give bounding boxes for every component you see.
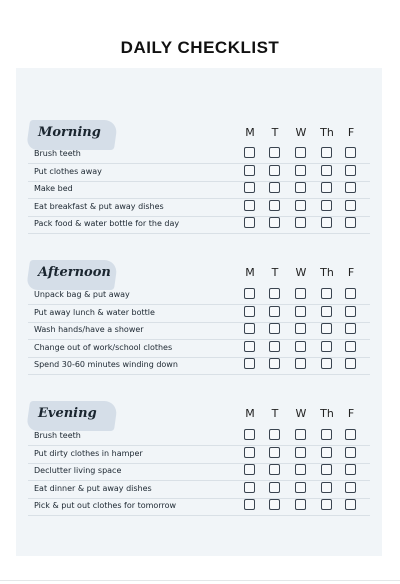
checkbox-thursday[interactable] [321, 464, 332, 475]
task-label: Wash hands/have a shower [34, 325, 144, 334]
list-item [28, 164, 370, 182]
task-label: Pack food & water bottle for the day [34, 219, 180, 228]
checkbox-thursday[interactable] [321, 482, 332, 493]
checkbox-wednesday[interactable] [295, 147, 306, 158]
day-label: M [245, 407, 255, 420]
checkbox-wednesday[interactable] [295, 217, 306, 228]
checkbox-thursday[interactable] [321, 200, 332, 211]
task-label: Declutter living space [34, 466, 122, 475]
list-item [28, 322, 370, 340]
task-label: Put clothes away [34, 167, 102, 176]
day-label: F [347, 266, 355, 279]
checkbox-wednesday[interactable] [295, 323, 306, 334]
checkbox-friday[interactable] [345, 165, 356, 176]
list-item [28, 463, 370, 481]
day-label: F [347, 126, 355, 139]
checkbox-friday[interactable] [345, 217, 356, 228]
checkbox-thursday[interactable] [321, 358, 332, 369]
section-title: Afternoon [38, 265, 111, 280]
checkbox-monday[interactable] [244, 447, 255, 458]
day-label: Th [320, 266, 334, 279]
checkbox-monday[interactable] [244, 200, 255, 211]
checkbox-monday[interactable] [244, 429, 255, 440]
checkbox-friday[interactable] [345, 288, 356, 299]
checkbox-wednesday[interactable] [295, 165, 306, 176]
checkbox-friday[interactable] [345, 323, 356, 334]
checkbox-wednesday[interactable] [295, 200, 306, 211]
checkbox-monday[interactable] [244, 147, 255, 158]
day-label: F [347, 407, 355, 420]
checkbox-thursday[interactable] [321, 306, 332, 317]
day-label: T [271, 126, 279, 139]
checkbox-monday[interactable] [244, 341, 255, 352]
checkbox-thursday[interactable] [321, 182, 332, 193]
section-morning [16, 114, 382, 244]
checkbox-monday[interactable] [244, 306, 255, 317]
day-label: Th [320, 126, 334, 139]
page-title: DAILY CHECKLIST [120, 38, 280, 57]
checkbox-thursday[interactable] [321, 323, 332, 334]
list-item [28, 357, 370, 375]
day-header [16, 266, 382, 282]
checkbox-tuesday[interactable] [269, 147, 280, 158]
checkbox-tuesday[interactable] [269, 341, 280, 352]
checkbox-wednesday[interactable] [295, 288, 306, 299]
list-item [28, 146, 370, 164]
checkbox-tuesday[interactable] [269, 323, 280, 334]
day-label: M [245, 266, 255, 279]
list-item [28, 481, 370, 499]
checkbox-friday[interactable] [345, 499, 356, 510]
checkbox-tuesday[interactable] [269, 165, 280, 176]
checkbox-tuesday[interactable] [269, 464, 280, 475]
task-label: Put away lunch & water bottle [34, 308, 155, 317]
task-label: Make bed [34, 184, 73, 193]
checkbox-tuesday[interactable] [269, 447, 280, 458]
checkbox-monday[interactable] [244, 182, 255, 193]
checkbox-tuesday[interactable] [269, 288, 280, 299]
list-item [28, 181, 370, 199]
task-label: Spend 30-60 minutes winding down [34, 360, 178, 369]
day-label: Th [320, 407, 334, 420]
day-label: W [295, 407, 307, 420]
task-label: Eat breakfast & put away dishes [34, 202, 164, 211]
checkbox-wednesday[interactable] [295, 499, 306, 510]
task-label: Eat dinner & put away dishes [34, 484, 152, 493]
task-label: Put dirty clothes in hamper [34, 449, 143, 458]
checkbox-tuesday[interactable] [269, 200, 280, 211]
checkbox-tuesday[interactable] [269, 429, 280, 440]
checkbox-monday[interactable] [244, 165, 255, 176]
checkbox-friday[interactable] [345, 447, 356, 458]
checkbox-wednesday[interactable] [295, 341, 306, 352]
task-label: Brush teeth [34, 149, 81, 158]
list-item [28, 287, 370, 305]
checkbox-wednesday[interactable] [295, 482, 306, 493]
list-item [28, 446, 370, 464]
checkbox-tuesday[interactable] [269, 217, 280, 228]
checkbox-wednesday[interactable] [295, 306, 306, 317]
checkbox-monday[interactable] [244, 464, 255, 475]
section-evening [16, 395, 382, 525]
checkbox-tuesday[interactable] [269, 306, 280, 317]
checkbox-friday[interactable] [345, 200, 356, 211]
checkbox-wednesday[interactable] [295, 182, 306, 193]
checkbox-thursday[interactable] [321, 147, 332, 158]
checkbox-monday[interactable] [244, 217, 255, 228]
checkbox-thursday[interactable] [321, 499, 332, 510]
checkbox-tuesday[interactable] [269, 482, 280, 493]
day-label: W [295, 266, 307, 279]
task-label: Unpack bag & put away [34, 290, 130, 299]
checkbox-friday[interactable] [345, 429, 356, 440]
checkbox-thursday[interactable] [321, 341, 332, 352]
list-item [28, 305, 370, 323]
checkbox-friday[interactable] [345, 182, 356, 193]
task-label: Brush teeth [34, 431, 81, 440]
day-label: M [245, 126, 255, 139]
checkbox-monday[interactable] [244, 323, 255, 334]
checkbox-thursday[interactable] [321, 217, 332, 228]
checkbox-monday[interactable] [244, 358, 255, 369]
checkbox-monday[interactable] [244, 288, 255, 299]
section-afternoon [16, 254, 382, 384]
checkbox-tuesday[interactable] [269, 358, 280, 369]
checkbox-thursday[interactable] [321, 288, 332, 299]
checkbox-friday[interactable] [345, 482, 356, 493]
checkbox-thursday[interactable] [321, 429, 332, 440]
list-item [28, 428, 370, 446]
checkbox-friday[interactable] [345, 341, 356, 352]
section-title: Evening [38, 406, 97, 421]
checkbox-tuesday[interactable] [269, 182, 280, 193]
checkbox-wednesday[interactable] [295, 464, 306, 475]
checkbox-thursday[interactable] [321, 447, 332, 458]
list-item [28, 199, 370, 217]
task-label: Change out of work/school clothes [34, 343, 173, 352]
checkbox-wednesday[interactable] [295, 447, 306, 458]
checkbox-friday[interactable] [345, 147, 356, 158]
list-item [28, 498, 370, 516]
checklist-card [16, 68, 382, 556]
checkbox-friday[interactable] [345, 358, 356, 369]
checkbox-thursday[interactable] [321, 165, 332, 176]
day-header [16, 407, 382, 423]
checkbox-tuesday[interactable] [269, 499, 280, 510]
section-title: Morning [38, 125, 101, 140]
checkbox-monday[interactable] [244, 482, 255, 493]
checkbox-friday[interactable] [345, 464, 356, 475]
day-label: W [295, 126, 307, 139]
checkbox-wednesday[interactable] [295, 429, 306, 440]
day-header [16, 126, 382, 142]
list-item [28, 340, 370, 358]
day-label: T [271, 266, 279, 279]
checkbox-friday[interactable] [345, 306, 356, 317]
list-item [28, 216, 370, 234]
checkbox-wednesday[interactable] [295, 358, 306, 369]
page-divider [0, 580, 400, 581]
checkbox-monday[interactable] [244, 499, 255, 510]
day-label: T [271, 407, 279, 420]
task-label: Pick & put out clothes for tomorrow [34, 501, 177, 510]
